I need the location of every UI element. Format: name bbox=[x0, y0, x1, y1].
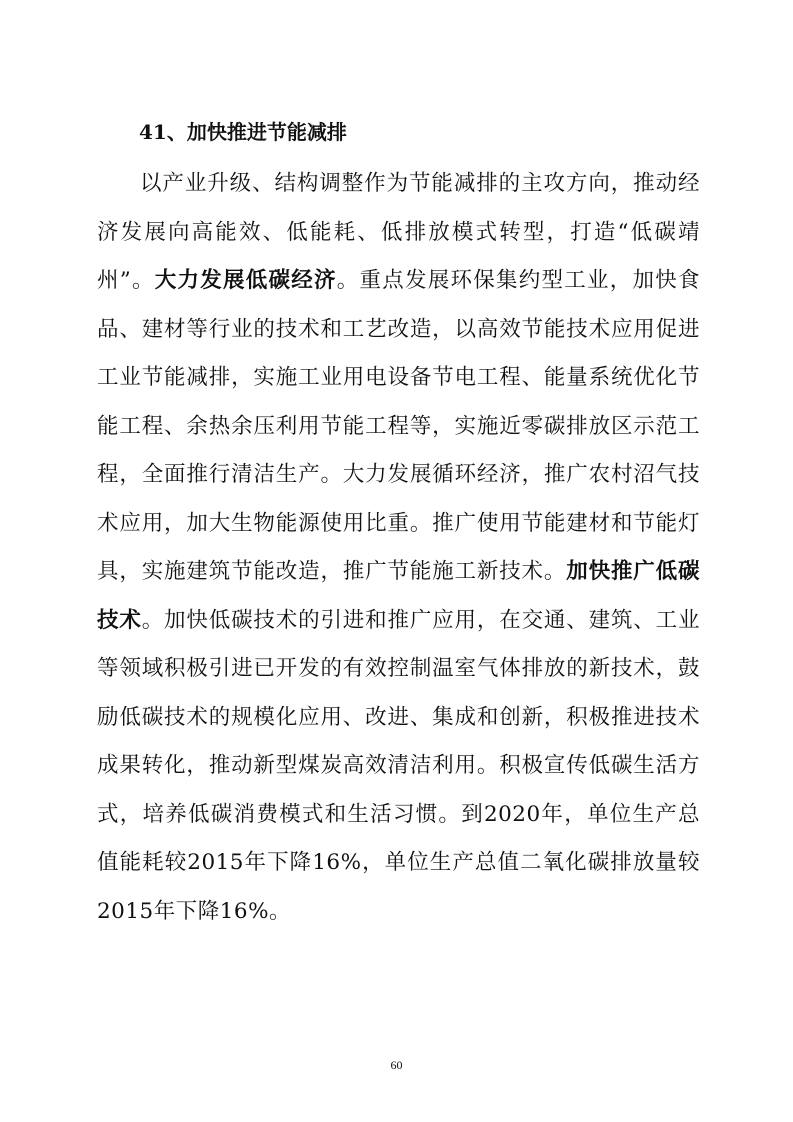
section-heading: 41、加快推进节能减排 bbox=[139, 120, 347, 144]
bold-phrase-low-carbon-economy: 大力发展低碳经济 bbox=[154, 268, 337, 293]
paragraph-text-part-2: 。重点发展环保集约型工业，加快食品、建材等行业的技术和工艺改造，以高效节能技术应用促进工业节能减排，实施工业用电设备节电工程、能量系统优化节能工程、余热余压利用节能工程等，实施近零碳排放区示范工程，全面推行清洁生产。大力发展循环经济，推广农村沼气技术应用，加大生物能源使用比重。推广使用节能建材和节能灯具，实施建筑节能改造，推广节能施工新技术。 bbox=[97, 268, 700, 584]
paragraph-text-part-1: 以产业升级、结构调整作为节能减排的主攻方向，推动经济发展向高能效、低能耗、低排放模式转型，打造“低碳靖州”。 bbox=[97, 171, 700, 293]
body-paragraph bbox=[97, 160, 700, 936]
bold-phrase-low-carbon-technology: 加快推广低碳技术 bbox=[97, 559, 700, 633]
page-number: 60 bbox=[390, 1058, 403, 1072]
paragraph-text-part-3: 。加快低碳技术的引进和推广应用，在交通、建筑、工业等领域积极引进已开发的有效控制温室气体排放的新技术，鼓励低碳技术的规模化应用、改进、集成和创新，积极推进技术成果转化，推动新型煤炭高效清洁利用。积极宣传低碳生活方式，培养低碳消费模式和生活习惯。到2020年，单位生产总值能耗较2015年下降16%，单位生产总值二氧化碳排放量较2015年下降16%。 bbox=[97, 607, 700, 924]
